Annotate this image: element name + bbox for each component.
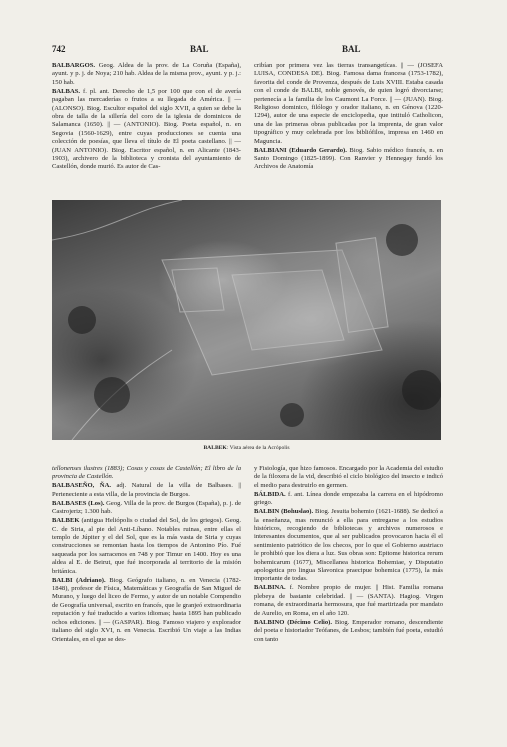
entry-headword: BALBASEÑO, ÑA. — [52, 482, 111, 490]
tree-shape — [94, 377, 130, 413]
entry-text: f. ant. Línea donde empezaba la carrera en el hipódromo griego. — [254, 490, 443, 507]
entry — [52, 482, 241, 499]
running-head-right: BAL — [342, 44, 361, 54]
entry-headword: BALBIANI (Eduardo Gerardo). — [254, 146, 347, 154]
tree-shape — [386, 224, 418, 256]
caption-label: BALBEK — [203, 445, 227, 451]
column-1-top — [52, 62, 241, 197]
entry — [254, 465, 443, 490]
entry-headword: BALBASES (Los). — [52, 499, 105, 507]
aerial-photo-acropolis — [52, 200, 441, 440]
entry — [254, 508, 443, 584]
entry-text: f. Nombre propio de mujer. || Hist. Familia romana plebeya de bastante celebridad. || — (SANTA). Hagiog. Virgen romana, de extraordinaria hermosura, que fué martirizada por mandato de Aurelio, en Roma, en el año 120. — [254, 584, 443, 617]
entry-text: adj. Natural de la villa de Balbases. || Perteneciente a esta villa, de la provincia de Burgos. — [52, 482, 241, 498]
photo-caption — [52, 445, 441, 455]
entry-headword: BALBINA. — [254, 584, 286, 592]
entry-headword: BALBEK — [52, 517, 80, 525]
entry-headword: BALBAS. — [52, 87, 81, 95]
tree-shape — [402, 370, 441, 410]
entry — [254, 62, 443, 146]
entry-text: Biog. Jesuita bohemio (1621-1688). Se dedicó a la enseñanza, mas renunció a ella para entregarse a los estudios históricos, recogiendo de bibliotecas y archivos numerosos e interesantes documentos, que al ser publicados provocaron hacia él el sentimiento patriótico de los checos, por lo que el Gobierno austriaco le prohibió que los diera a luz. Sus obras son: Epitome historica rerum bohemicarum (1677), Miscellanea historica Bohemiae, y Disputatio apologetica pro lingua Slavonica praecipue bohemica (1775), la más importante de todas. — [254, 508, 443, 583]
tree-shape — [68, 306, 96, 334]
entry — [52, 500, 241, 517]
entry — [254, 491, 443, 508]
entry-text: Geog. Villa de la prov. de Burgos (España), p. j. de Castrojeriz; 1.300 hab. — [52, 499, 241, 516]
entry — [52, 517, 241, 576]
road-shape — [52, 200, 182, 240]
entry — [52, 88, 241, 172]
entry-text: f. pl. ant. Derecho de 1,5 por 100 que con el de avería pagaban las mercaderías o frutos a su llegada de América. || — (ALONSO). Biog. Escultor español del siglo XVII, a quien se debe la obra de talla de la sillería del coro de la iglesia de dominicos de Salamanca (1650). || — (ANTONIO). Biog. Poeta español, n. en Segovia (1560-1629), entre cuyas producciones se cuenta una colección de poesías, que lleva el título de El poeta castellano. || — (JUAN ANTONIO). Biog. Escritor español, n. en Alicante (1843-1903), archivero de la biblioteca y cronista del ayuntamiento de Castellón, donde murió. Es autor de Cas- — [52, 87, 241, 171]
photo-illustration — [52, 200, 441, 440]
entry-text: tellonenses ilustres (1883); Cosas y cosas de Castellón; El libro de la provincia de Castellón. — [52, 465, 241, 481]
entry-headword: BALBINO (Décimo Celio). — [254, 618, 333, 626]
entry — [254, 147, 443, 172]
entry-text: y Fisiología, que hizo famosos. Encargado por la Academia del estudio de la filoxera de la vid, describió el ciclo biológico del insecto e indicó el medio para destruirlo en germen. — [254, 465, 443, 489]
tree-shape — [280, 403, 304, 427]
entry-text: Biog. Emperador romano, descendiente del poeta e historiador Teófanes, de Lesbos; también fué poeta, estudió con tanto — [254, 618, 443, 643]
entry — [52, 62, 241, 87]
page-number: 742 — [52, 44, 66, 54]
page-header — [52, 44, 448, 56]
entry — [52, 577, 241, 644]
entry — [52, 465, 241, 482]
entry-text: Geog. Aldea de la prov. de La Coruña (España), ayunt. y p. j. de Noya; 210 hab. Aldea de la misma prov., ayunt. y p. j.: 150 hab. — [52, 62, 241, 86]
running-head-left: BAL — [190, 44, 209, 54]
entry-text: cribían por primera vez las tierras transangetícas. || — (JOSEFA LUISA, CONDESA DE). Biog. Famosa dama francesa (1753-1782), favorita del conde de Provenza, después de Luis XVIII. Estaba casada con el conde de BALBI, noble genovés, de quien logró divorciarse; pertenecía a la familia de los Caumont La Force. || — (JUAN). Biog. Religioso dominico, filólogo y orador italiano, n. en Génova (1220-1294), autor de una especie de enciclopedia, que intituló Catholicon, una de las primeras obras publicadas por la imprenta, de gran valor tipográfico y muy celebrada por los bibliófilos, impresa en 1460 en Maguncia. — [254, 62, 443, 145]
column-2-bottom — [254, 465, 443, 720]
column-2-top — [254, 62, 443, 197]
entry-headword: BALBI (Adriano). — [52, 576, 106, 584]
entry-text: (antigua Heliópolis o ciudad del Sol, de los griegos). Geog. C. de Siria, al pie del Anti-Líbano. Notables ruinas, entre ellas el templo de Júpiter y el del Sol, que es la más vasta de Siria y cuyas construcciones se remontan hasta los tiempos de Antonino Pío. Fué saqueada por los sarracenos en 748 y por Timur en 1400. Hoy es una aldea al E. de Beirut, que fué incorporada al territorio de la misión británica. — [52, 517, 241, 575]
column-1-bottom — [52, 465, 241, 720]
entry-headword: BALBIN (Bohuslao). — [254, 508, 314, 516]
entry-headword: BÁLBIDA. — [254, 490, 286, 498]
entry-text: Biog. Geógrafo italiano, n. en Venecia (1782-1848), profesor de Física, Matemáticas y Geografía de San Miguel de Murano, y luego del liceo de Fermo, y autor de un notable Compendio de Geografía universal, escrito en francés, que le granjeó extraordinaria reputación y fué traducido a varios idiomas; hasta 1895 han publicado ochos ediciones. || — (GASPAR). Biog. Famoso viajero y explorador italiano del siglo XVI, n. en Venecia. Escribió Un viaje a las Indias Orientales, en el que se des- — [52, 576, 241, 643]
entry — [254, 584, 443, 618]
entry-text: Biog. Sabio médico francés, n. en Santo Domingo (1825-1899). Con Ranvier y Hennegay fundó los Archivos de Anatomía — [254, 146, 443, 171]
entry-headword: BALBARGOS. — [52, 62, 96, 69]
caption-text: : Vista aérea de la Acrópolis — [226, 445, 290, 451]
entry — [254, 619, 443, 644]
